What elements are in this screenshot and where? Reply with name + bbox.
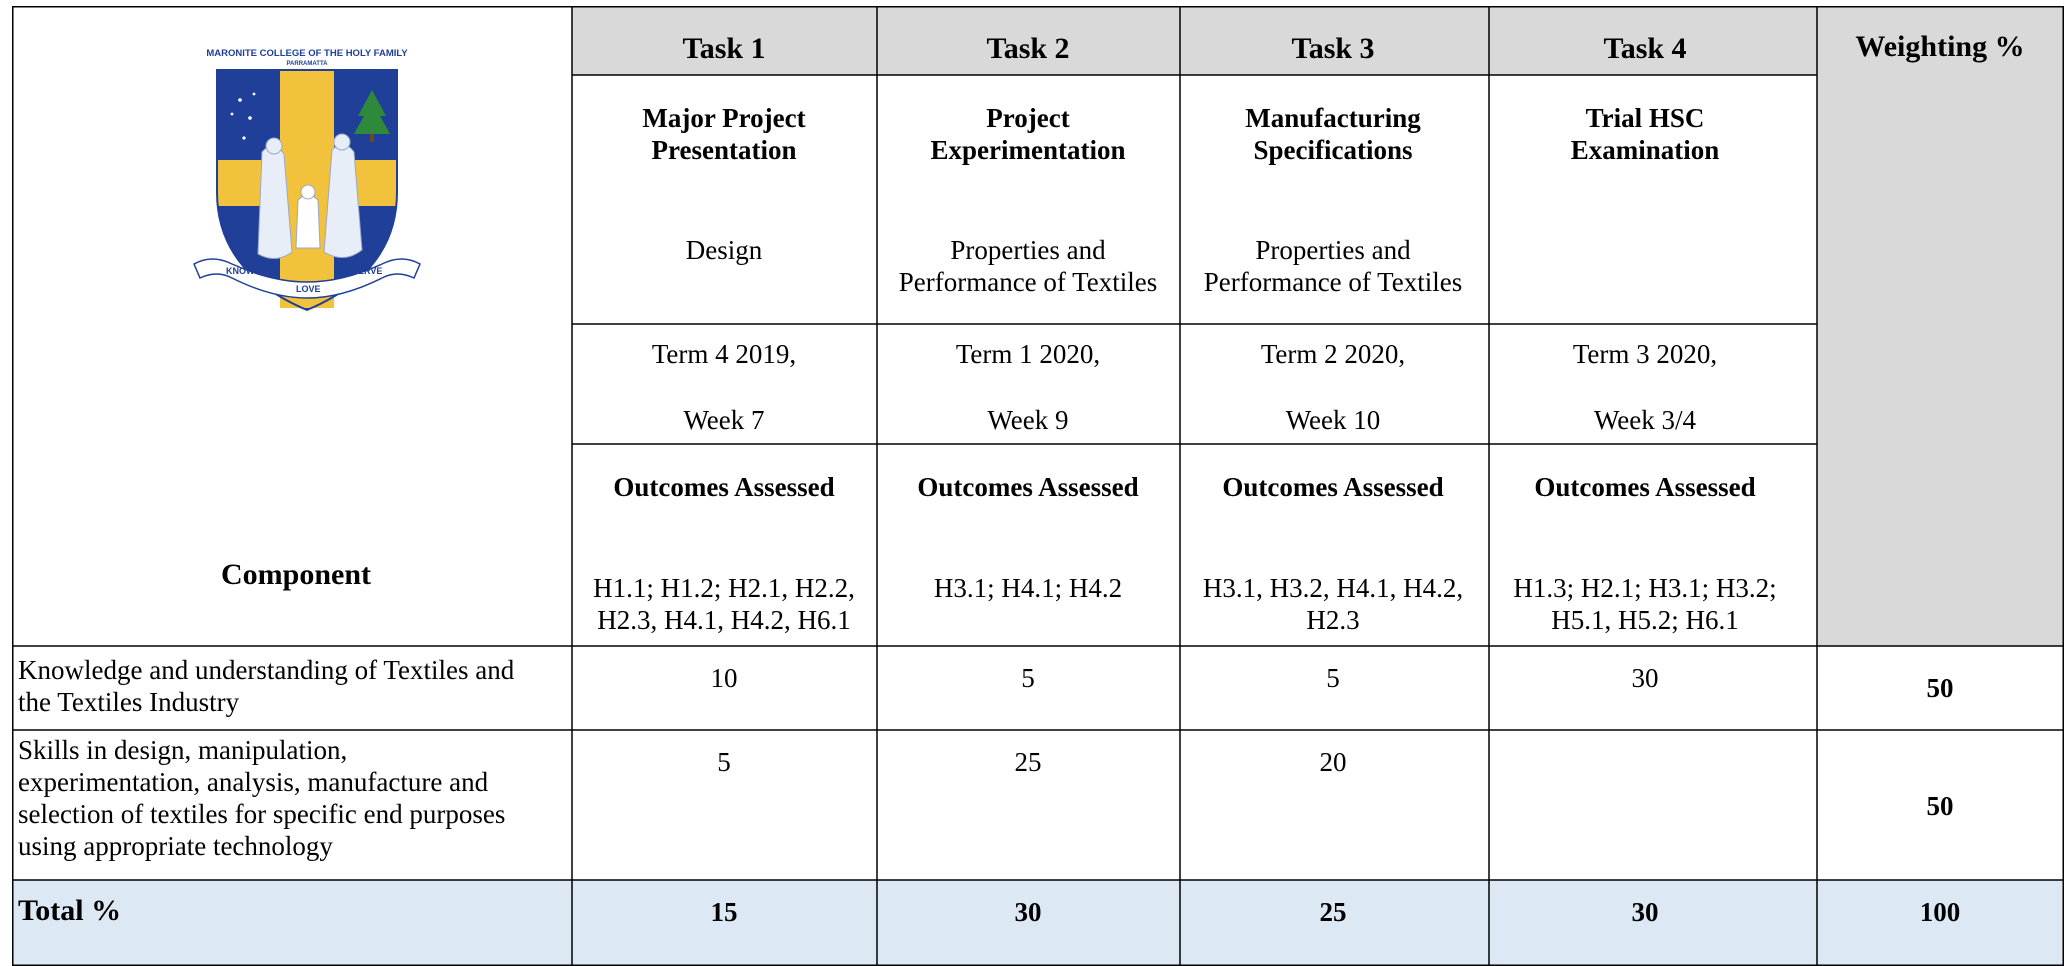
total-task-2: 30 (1014, 897, 1042, 927)
task-1-label: Task 1 (682, 32, 766, 65)
task-2-title-line-2: Experimentation (930, 135, 1126, 165)
total-weighting: 100 (1919, 897, 1961, 927)
task-3-label: Task 3 (1291, 32, 1375, 65)
task-1-outcomes-line-1: H1.1; H1.2; H2.1, H2.2, (593, 573, 855, 603)
task-3-topic-line-2: Performance of Textiles (1203, 267, 1463, 297)
task-3-outcomes-line-2: H2.3 (1306, 605, 1360, 635)
task-3-title-line-2: Specifications (1253, 135, 1413, 165)
task-2-timing-line-1: Term 1 2020, (955, 339, 1101, 369)
task-3-timing-line-1: Term 2 2020, (1260, 339, 1406, 369)
task-3-timing-line-2: Week 10 (1285, 405, 1381, 435)
row-2-task-2-marks: 25 (1014, 747, 1042, 777)
task-4-timing-line-1: Term 3 2020, (1572, 339, 1718, 369)
task-4-title-line-1: Trial HSC (1585, 103, 1705, 133)
task-3-title-line-1: Manufacturing (1245, 103, 1421, 133)
row-2-component-line-3: selection of textiles for specific end purposes (18, 799, 506, 829)
task-3-outcomes-line-1: H3.1, H3.2, H4.1, H4.2, (1202, 573, 1464, 603)
row-1-component-line-1: Knowledge and understanding of Textiles and (18, 655, 515, 685)
task-4-timing-line-2: Week 3/4 (1593, 405, 1697, 435)
crest-motto-love: LOVE (296, 284, 321, 294)
total-label: Total % (18, 894, 122, 927)
task-4-title-line-2: Examination (1570, 135, 1720, 165)
task-1-title-line-2: Presentation (651, 135, 797, 165)
total-task-4: 30 (1631, 897, 1659, 927)
task-4-outcomes-line-2: H5.1, H5.2; H6.1 (1551, 605, 1739, 635)
task-1-topic-line-1: Design (685, 235, 763, 265)
task-1-timing-line-2: Week 7 (683, 405, 765, 435)
weighting-header-bg (1817, 6, 2064, 646)
component-header-label: Component (220, 558, 372, 591)
row-1-task-4-marks: 30 (1631, 663, 1659, 693)
row-2-component-line-2: experimentation, analysis, manufacture and (18, 767, 489, 797)
school-crest-logo (192, 42, 422, 312)
weighting-header: Weighting % (1855, 30, 2025, 63)
row-1-task-1-marks: 10 (710, 663, 738, 693)
task-2-label: Task 2 (986, 32, 1070, 65)
assessment-schedule-table (12, 6, 2064, 966)
crest-motto-know: KNOW (226, 266, 255, 276)
task-2-topic-line-1: Properties and (950, 235, 1106, 265)
row-2-component-line-1: Skills in design, manipulation, (18, 735, 348, 765)
task-1-timing-line-1: Term 4 2019, (651, 339, 797, 369)
task-1-outcomes-label: Outcomes Assessed (613, 472, 835, 502)
task-4-outcomes-label: Outcomes Assessed (1534, 472, 1756, 502)
task-2-outcomes-label: Outcomes Assessed (917, 472, 1139, 502)
task-1-title-line-1: Major Project (642, 103, 806, 133)
row-1-task-3-marks: 5 (1326, 663, 1340, 693)
row-2-task-3-marks: 20 (1319, 747, 1347, 777)
row-1-component-line-2: the Textiles Industry (18, 687, 240, 717)
task-1-outcomes-line-2: H2.3, H4.1, H4.2, H6.1 (597, 605, 851, 635)
task-2-timing-line-2: Week 9 (987, 405, 1069, 435)
row-1-task-2-marks: 5 (1021, 663, 1035, 693)
row-1-weighting: 50 (1926, 673, 1954, 703)
task-2-topic-line-2: Performance of Textiles (898, 267, 1158, 297)
task-2-title-line-1: Project (986, 103, 1070, 133)
task-3-topic-line-1: Properties and (1255, 235, 1411, 265)
total-task-1: 15 (710, 897, 738, 927)
task-2-outcomes-line-1: H3.1; H4.1; H4.2 (933, 573, 1123, 603)
crest-school-location: PARRAMATTA (286, 61, 328, 67)
task-3-outcomes-label: Outcomes Assessed (1222, 472, 1444, 502)
task-4-outcomes-line-1: H1.3; H2.1; H3.1; H3.2; (1513, 573, 1777, 603)
row-2-weighting: 50 (1926, 791, 1954, 821)
crest-motto-serve: SERVE (352, 266, 383, 276)
row-2-task-1-marks: 5 (717, 747, 731, 777)
crest-school-name: MARONITE COLLEGE OF THE HOLY FAMILY (206, 48, 408, 59)
component-header (221, 558, 371, 592)
total-task-3: 25 (1319, 897, 1347, 927)
row-2-component-line-4: using appropriate technology (18, 831, 333, 861)
task-4-label: Task 4 (1603, 32, 1687, 65)
